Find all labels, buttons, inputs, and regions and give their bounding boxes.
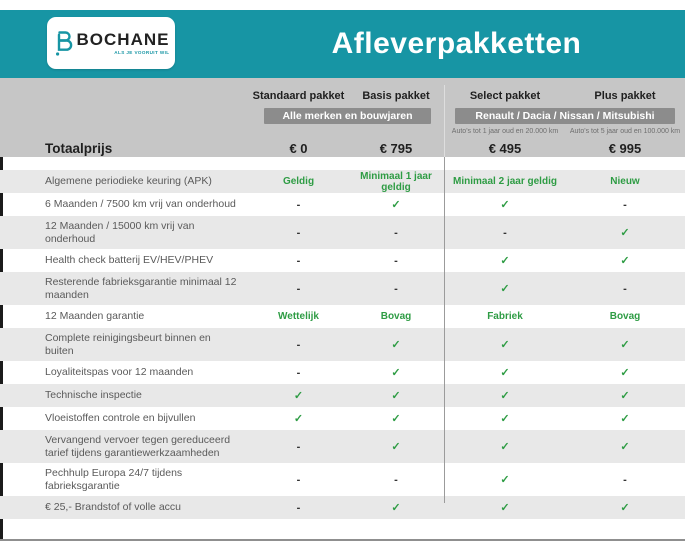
check-icon: ✓: [293, 413, 304, 425]
check-icon: ✓: [391, 199, 401, 211]
price-select: € 495: [488, 141, 522, 156]
table-row: [0, 407, 685, 430]
text-value: Bovag: [609, 311, 641, 322]
dash-value: -: [296, 501, 301, 514]
column-note: [250, 127, 347, 138]
brand-logo: [47, 17, 175, 69]
table-body: [0, 157, 685, 541]
table-row: [0, 361, 685, 384]
check-icon: ✓: [620, 227, 630, 239]
check-icon: ✓: [620, 367, 630, 379]
dash-value: -: [296, 254, 301, 267]
column-group-divider: [444, 157, 445, 503]
column-note: [347, 127, 445, 138]
text-value: Geldig: [282, 176, 315, 187]
empty-cell: [0, 127, 250, 138]
check-icon: ✓: [500, 441, 510, 453]
column-note-plus: Auto's tot 5 jaar oud en 100.000 km: [569, 128, 681, 135]
text-value: Nieuw: [610, 176, 640, 187]
check-icon: ✓: [500, 255, 510, 267]
check-icon: ✓: [500, 199, 510, 211]
feature-label: Algemene periodieke keuring (APK): [45, 175, 212, 188]
dash-value: -: [296, 366, 301, 379]
check-icon: ✓: [500, 390, 510, 402]
column-header-basis-pakket: Basis pakket: [362, 90, 430, 102]
dash-value: -: [394, 473, 398, 486]
feature-label: Vloeistoffen controle en bijvullen: [45, 412, 196, 425]
table-row: [0, 463, 685, 496]
dash-value: -: [623, 198, 627, 211]
brand-tagline: ALS JE VOORUIT WIL: [114, 50, 170, 55]
check-icon: ✓: [391, 502, 401, 514]
dash-value: -: [503, 226, 507, 239]
package-header-row: [0, 78, 685, 103]
group-badge-row: [0, 108, 685, 124]
brand-text: [77, 31, 170, 55]
column-header-select-pakket: Select pakket: [469, 90, 541, 102]
bochane-logo-icon: [53, 28, 73, 58]
dash-value: -: [296, 338, 301, 351]
feature-label: Health check batterij EV/HEV/PHEV: [45, 254, 214, 267]
feature-label: 6 Maanden / 7500 km vrij van onderhoud: [45, 198, 236, 211]
dash-value: -: [296, 282, 301, 295]
text-value: Minimaal 2 jaar geldig: [453, 176, 557, 187]
empty-cell: [0, 89, 250, 103]
check-icon: ✓: [620, 339, 630, 351]
table-row: [0, 430, 685, 463]
feature-label: Technische inspectie: [45, 389, 142, 402]
column-note-row: [0, 127, 685, 138]
dash-value: -: [296, 473, 301, 486]
check-icon: ✓: [391, 441, 401, 453]
table-row: [0, 170, 685, 193]
price-plus: € 995: [608, 141, 642, 156]
dash-value: -: [623, 282, 627, 295]
feature-label: Complete reinigingsbeurt binnen en buiten: [45, 332, 211, 357]
check-icon: ✓: [500, 283, 510, 295]
text-value: Bovag: [380, 311, 412, 322]
feature-label: 12 Maanden / 15000 km vrij van onderhoud: [45, 220, 195, 245]
check-icon: ✓: [391, 390, 401, 402]
feature-label: 12 Maanden garantie: [45, 310, 145, 323]
dash-value: -: [296, 226, 301, 239]
feature-label: € 25,- Brandstof of volle accu: [45, 501, 181, 514]
empty-cell: [0, 108, 250, 124]
price-standaard: € 0: [289, 141, 308, 156]
column-group-divider-top: [444, 85, 445, 157]
feature-label: Loyaliteitspas voor 12 maanden: [45, 366, 194, 379]
check-icon: ✓: [620, 502, 630, 514]
check-icon: ✓: [500, 367, 510, 379]
column-header-plus-pakket: Plus pakket: [594, 90, 656, 102]
check-icon: ✓: [293, 390, 304, 402]
table-row: [0, 328, 685, 361]
dash-value: -: [394, 254, 398, 267]
check-icon: ✓: [391, 367, 401, 379]
dash-value: -: [394, 226, 398, 239]
text-value: Wettelijk: [278, 311, 319, 322]
check-icon: ✓: [620, 255, 630, 267]
check-icon: ✓: [391, 339, 401, 351]
column-header-standaard-pakket: Standaard pakket: [252, 90, 345, 102]
check-icon: ✓: [500, 502, 510, 514]
dash-value: -: [296, 198, 301, 211]
check-icon: ✓: [620, 441, 630, 453]
header-band: [0, 10, 685, 78]
check-icon: ✓: [620, 413, 630, 425]
check-icon: ✓: [500, 339, 510, 351]
total-price-row: [0, 141, 685, 156]
text-value: Fabriek: [487, 311, 523, 322]
feature-rows: [0, 170, 685, 519]
table-row: [0, 384, 685, 407]
text-value: Minimaal 1 jaar geldig: [360, 170, 432, 193]
table-header-band: [0, 78, 685, 157]
total-label: Totaalprijs: [45, 141, 113, 156]
feature-label: Pechhulp Europa 24/7 tijdens fabrieksgarantie: [45, 467, 183, 492]
group-badge-renault-group: Renault / Dacia / Nissan / Mitsubishi: [455, 108, 675, 124]
check-icon: ✓: [620, 390, 630, 402]
column-note-select: Auto's tot 1 jaar oud en 20.000 km: [451, 128, 559, 135]
check-icon: ✓: [500, 474, 510, 486]
table-row: [0, 305, 685, 328]
dash-value: -: [623, 473, 627, 486]
bottom-filler: [0, 519, 685, 541]
dash-value: -: [296, 440, 301, 453]
check-icon: ✓: [391, 413, 401, 425]
price-basis: € 795: [379, 141, 413, 156]
table-row: [0, 272, 685, 305]
spacer-row: [0, 157, 685, 170]
table-row: [0, 249, 685, 272]
table-row: [0, 193, 685, 216]
check-icon: ✓: [500, 413, 510, 425]
brand-name: BOCHANE: [76, 30, 170, 49]
group-badge-all-brands: Alle merken en bouwjaren: [264, 108, 431, 124]
feature-label: Vervangend vervoer tegen gereduceerd tarief tijdens garantiewerkzaamheden: [45, 434, 231, 459]
page-title: Afleverpakketten: [331, 27, 582, 60]
dash-value: -: [394, 282, 398, 295]
table-row: [0, 216, 685, 249]
table-row: [0, 496, 685, 519]
feature-label: Resterende fabrieksgarantie minimaal 12 maanden: [45, 276, 237, 301]
